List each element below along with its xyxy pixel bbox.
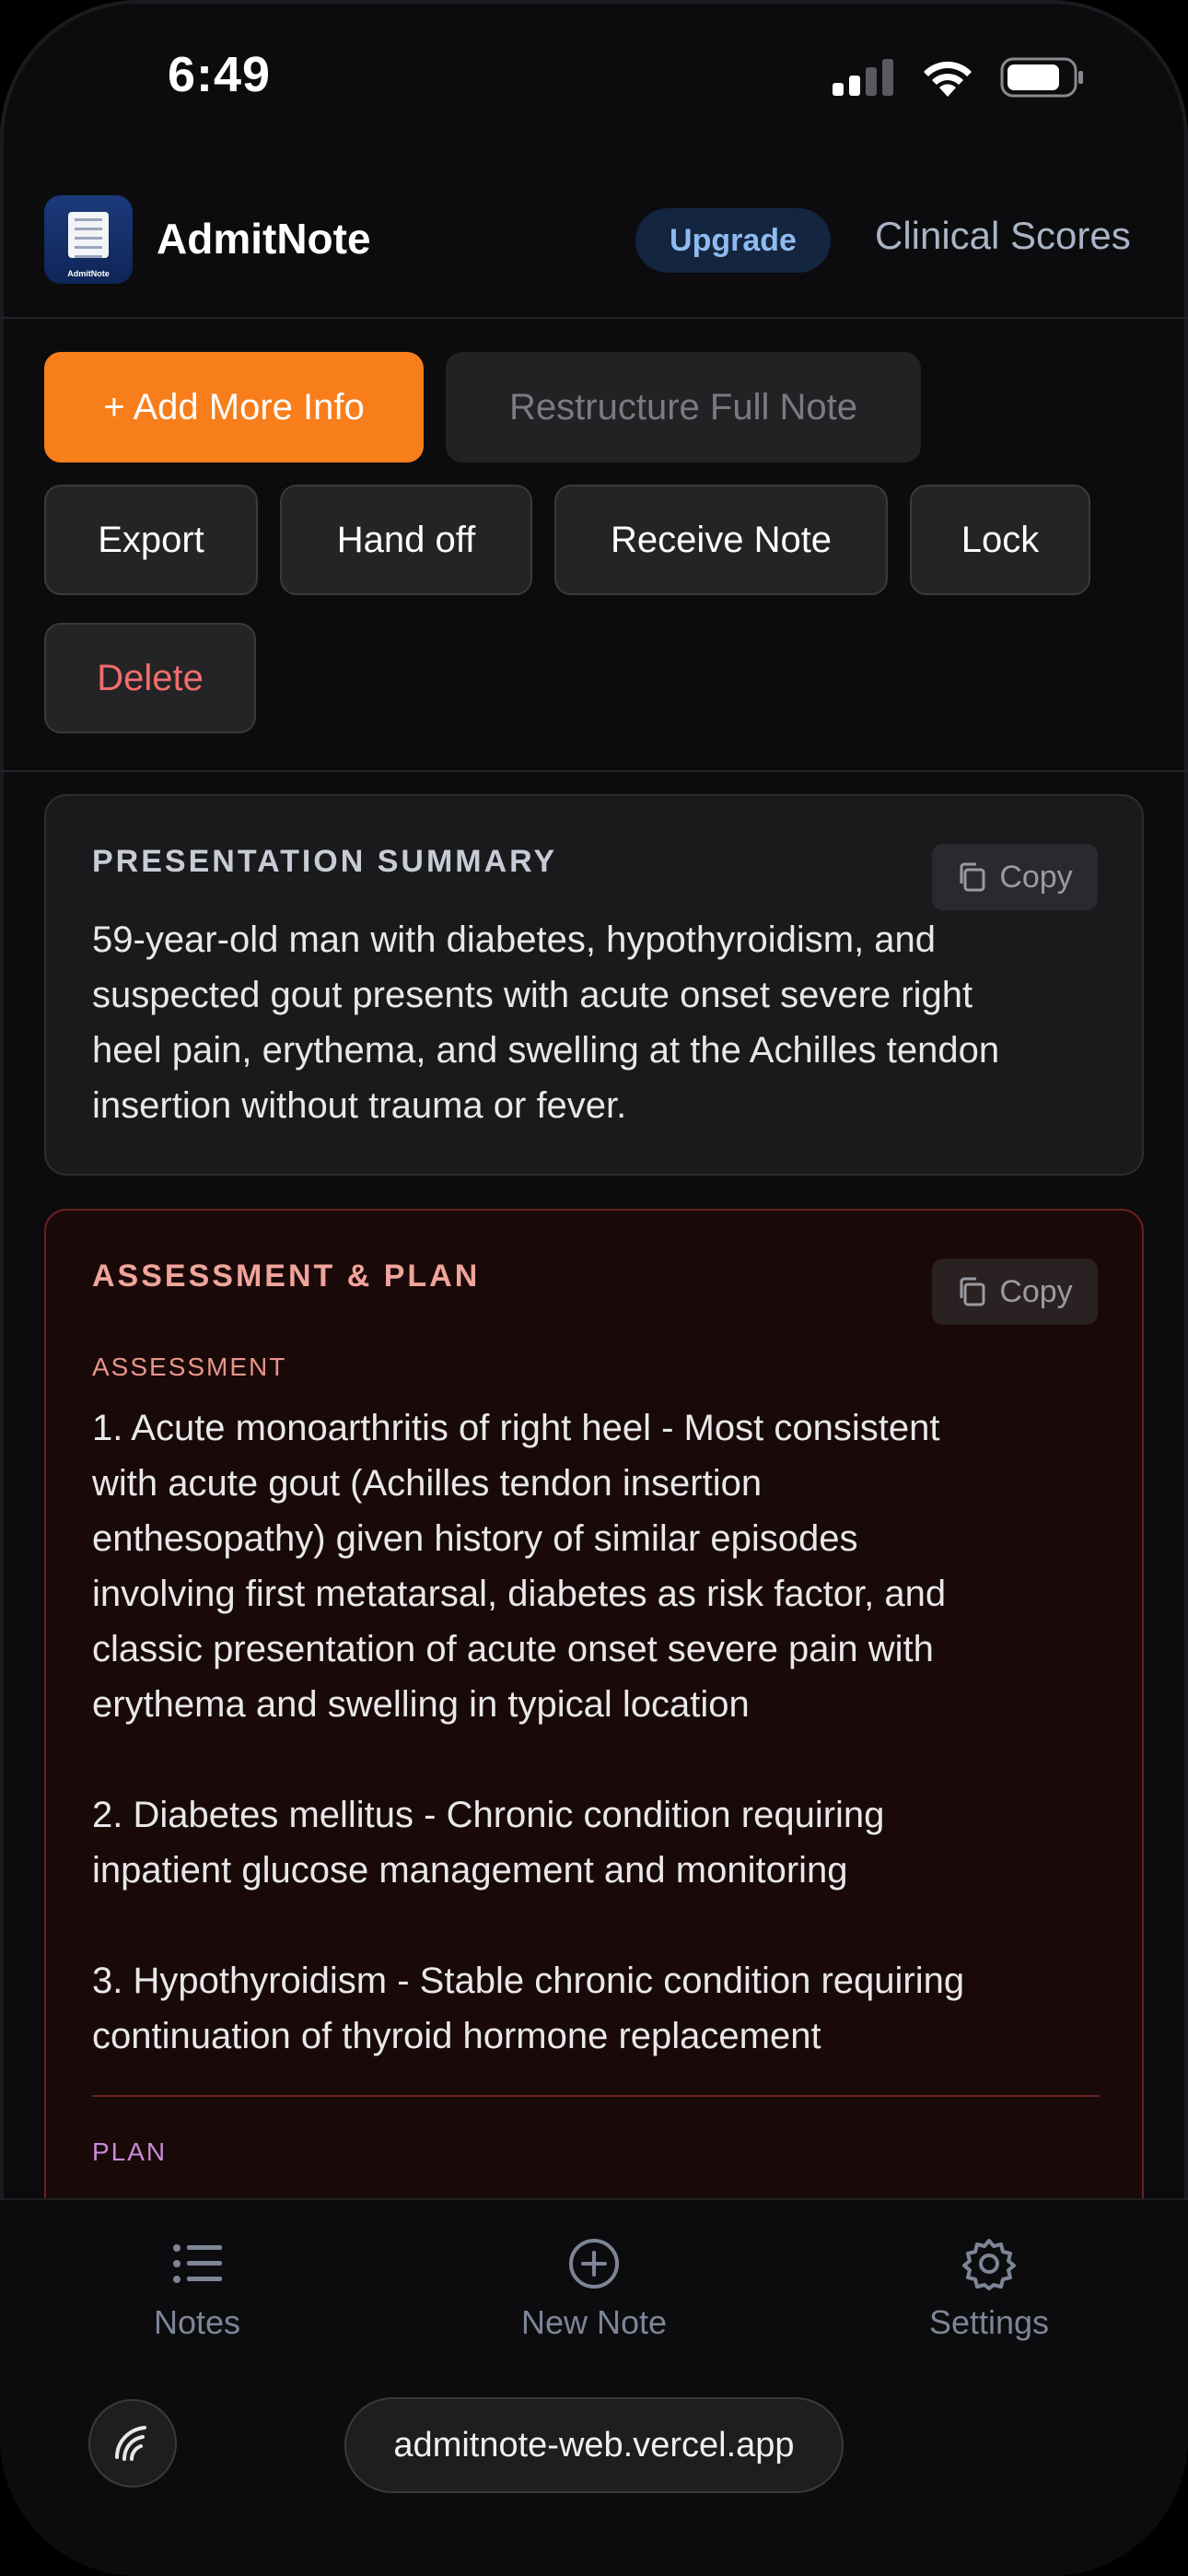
copy-label: Copy: [999, 1273, 1073, 1309]
delete-button[interactable]: Delete: [44, 623, 256, 733]
summary-copy-button[interactable]: [932, 844, 1098, 910]
assessment-label: ASSESSMENT: [92, 1352, 287, 1381]
status-icons: [833, 57, 1085, 98]
assessment-line: inpatient glucose management and monitoring: [92, 1850, 848, 1891]
tab-settings-label: Settings: [928, 2303, 1050, 2341]
tab-notes[interactable]: [87, 2233, 308, 2342]
app-logo[interactable]: [44, 195, 133, 284]
summary-line: heel pain, erythema, and swelling at the Achilles tendon: [92, 1030, 1000, 1071]
add-more-info-button[interactable]: + Add More Info: [44, 352, 424, 463]
export-button[interactable]: Export: [44, 485, 258, 595]
app-title: AdmitNote: [157, 215, 371, 263]
url-bar[interactable]: admitnote-web.vercel.app: [344, 2397, 844, 2493]
copy-icon: [957, 861, 986, 893]
battery-icon: [1000, 57, 1085, 98]
assessment-copy-button[interactable]: [932, 1259, 1098, 1325]
assessment-item: [92, 1953, 1105, 2064]
document-icon: [68, 212, 109, 258]
assessment-line: enthesopathy) given history of similar episodes: [92, 1518, 858, 1559]
assessment-line: continuation of thyroid hormone replacement: [92, 2016, 821, 2056]
section-divider: [92, 2095, 1100, 2097]
assessment-item: [92, 1400, 1105, 1732]
app-header: [0, 195, 1188, 317]
upgrade-button[interactable]: Upgrade: [635, 208, 831, 273]
plan-label: PLAN: [92, 2137, 168, 2166]
assessment-line: with acute gout (Achilles tendon insertion: [92, 1463, 763, 1504]
copy-label: Copy: [999, 859, 1073, 895]
header-divider: [0, 317, 1188, 319]
presentation-summary-card: [44, 794, 1144, 1176]
wifi-icon: [921, 58, 974, 97]
restructure-full-note-button[interactable]: Restructure Full Note: [446, 352, 921, 463]
cellular-signal-icon: [833, 59, 895, 96]
assessment-line: 2. Diabetes mellitus - Chronic condition requiring: [92, 1795, 885, 1835]
list-icon: [172, 2243, 222, 2284]
status-time: 6:49: [168, 47, 272, 102]
clinical-scores-link[interactable]: Clinical Scores: [875, 214, 1131, 257]
assessment-text: [92, 1400, 1105, 2064]
assessment-plan-title: ASSESSMENT & PLAN: [92, 1259, 481, 1294]
assessment-line: 1. Acute monoarthritis of right heel - Most consistent: [92, 1408, 940, 1448]
assessment-line: classic presentation of acute onset severe pain with: [92, 1629, 934, 1669]
logo-text: AdmitNote: [67, 269, 110, 278]
tab-settings[interactable]: [879, 2233, 1100, 2342]
gear-icon: [962, 2237, 1016, 2290]
receive-note-button[interactable]: Receive Note: [554, 485, 888, 595]
copy-icon: [957, 1276, 986, 1307]
summary-text: [92, 912, 1105, 1133]
hand-off-button[interactable]: Hand off: [280, 485, 532, 595]
page-menu-icon: [111, 2422, 154, 2465]
summary-title: PRESENTATION SUMMARY: [92, 844, 558, 879]
assessment-line: 3. Hypothyroidism - Stable chronic condition requiring: [92, 1961, 965, 2001]
tab-new-note-label: New Note: [520, 2303, 668, 2341]
tab-new-note[interactable]: [483, 2233, 705, 2342]
page-menu-button[interactable]: [88, 2399, 177, 2488]
assessment-item: [92, 1787, 1105, 1898]
tab-notes-label: Notes: [153, 2303, 241, 2341]
summary-line: suspected gout presents with acute onset severe right: [92, 975, 973, 1015]
summary-line: 59-year-old man with diabetes, hypothyroidism, and: [92, 919, 937, 960]
assessment-line: involving first metatarsal, diabetes as risk factor, and: [92, 1574, 947, 1614]
plus-circle-icon: [568, 2238, 620, 2289]
assessment-plan-card: [44, 1209, 1144, 2314]
assessment-line: erythema and swelling in typical location: [92, 1684, 750, 1725]
summary-line: insertion without trauma or fever.: [92, 1085, 627, 1126]
lock-button[interactable]: Lock: [910, 485, 1090, 595]
actions-divider: [0, 770, 1188, 772]
